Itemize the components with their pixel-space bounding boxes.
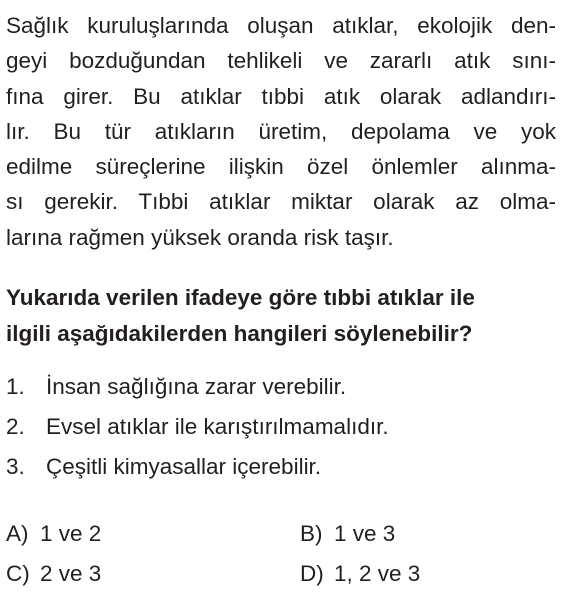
passage-line: edilme süreçlerine ilişkin özel önlemler alınma- [6,154,556,180]
question-stem [6,280,558,351]
passage-line: geyi bozduğundan tehlikeli ve zararlı atık sını- [6,48,556,74]
question-line: Yukarıda verilen ifadeye göre tıbbi atıklar ile [6,285,475,310]
answer-options [6,514,558,594]
passage-line: fına girer. Bu atıklar tıbbi atık olarak adlandırı- [6,83,556,109]
option-letter: B) [300,521,323,546]
option-c[interactable] [6,554,300,594]
option-letter: C) [6,561,30,586]
statement-number: 3. [6,454,25,479]
statement-text: Evsel atıklar ile karıştırılmamalıdır. [46,414,389,439]
option-b[interactable] [300,514,395,554]
statement-item [6,447,389,487]
passage-text [6,8,556,255]
options-row [6,554,558,594]
passage-line: Sağlık kuruluşlarında oluşan atıklar, ekolojik den- [6,13,556,38]
statement-number: 2. [6,414,25,439]
option-text: 2 ve 3 [40,561,102,586]
option-a[interactable] [6,514,300,554]
passage-line: lır. Bu tür atıkların üretim, depolama ve yok [6,118,556,144]
statement-item [6,407,389,447]
statement-text: Çeşitli kimyasallar içerebilir. [46,454,322,479]
statement-number: 1. [6,374,25,399]
question-line: ilgili aşağıdakilerden hangileri söylenebilir? [6,320,473,346]
option-letter: A) [6,521,29,546]
statement-list [6,367,389,487]
option-d[interactable] [300,554,420,594]
option-letter: D) [300,561,324,586]
statement-text: İnsan sağlığına zarar verebilir. [46,374,347,399]
statement-item [6,367,389,407]
option-text: 1 ve 2 [40,521,102,546]
passage-line: sı gerekir. Tıbbi atıklar miktar olarak az olma- [6,189,556,215]
option-text: 1, 2 ve 3 [334,561,421,586]
options-row [6,514,558,554]
passage-line: larına rağmen yüksek oranda risk taşır. [6,224,394,250]
option-text: 1 ve 3 [334,521,396,546]
